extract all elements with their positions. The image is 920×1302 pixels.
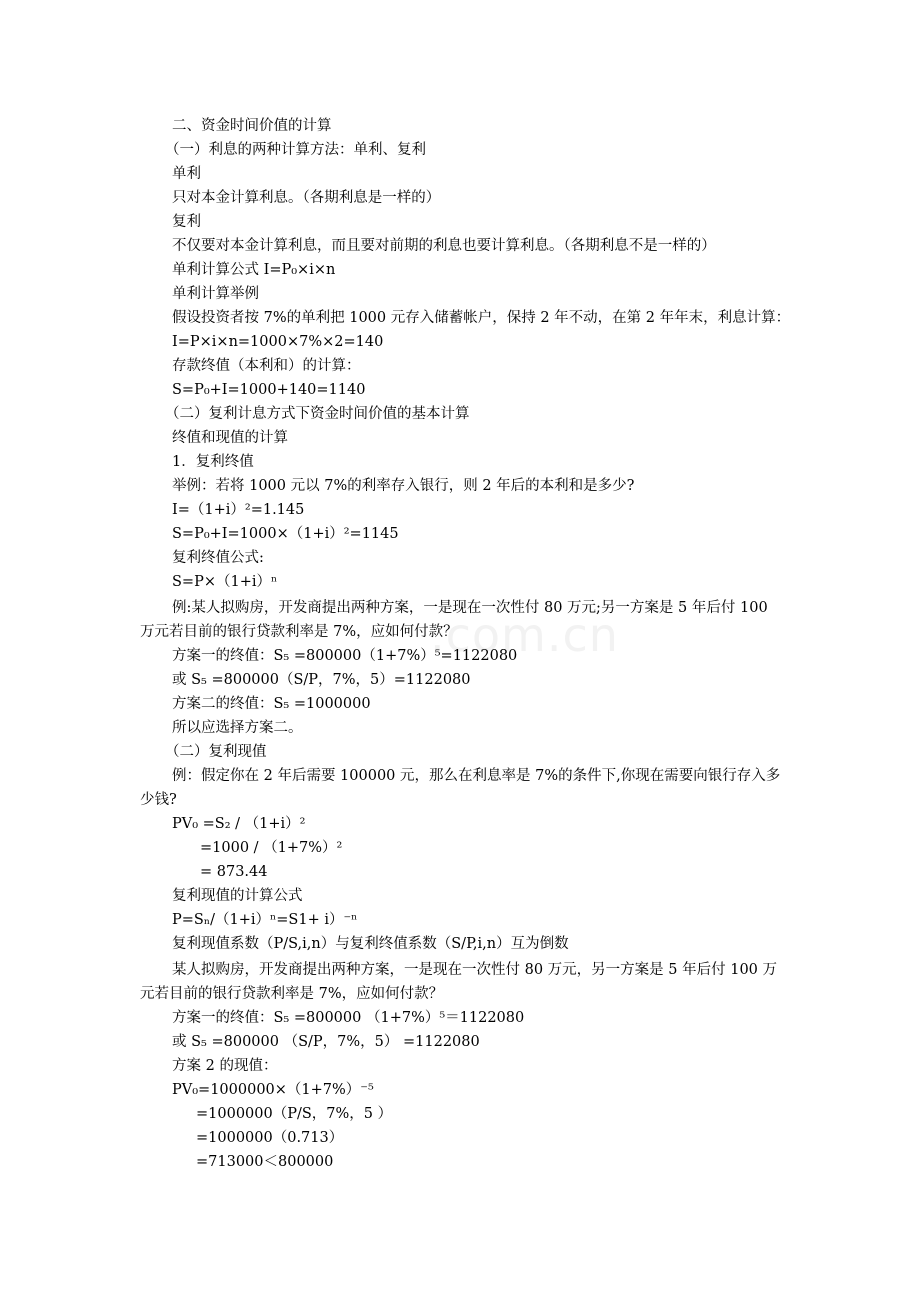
formula-line: P=Sₙ/（1+i）ⁿ=S1+ i）⁻ⁿ: [172, 912, 358, 928]
formula-line: S=P₀+I=1000+140=1140: [172, 382, 366, 398]
subsection-heading: （一）利息的两种计算方法：单利、复利: [165, 142, 426, 158]
text-line: 只对本金计算利息。（各期利息是一样的）: [172, 190, 441, 206]
text-line: 单利计算举例: [172, 286, 259, 302]
text-line: 终值和现值的计算: [172, 430, 288, 446]
formula-line: I=（1+i）²=1.145: [172, 502, 305, 518]
text-line: 方案 2 的现值：: [172, 1058, 278, 1074]
formula-line: 方案二的终值：S₅ =1000000: [172, 696, 371, 712]
text-line: 某人拟购房，开发商提出两种方案，一是现在一次性付 80 万元，另一方案是 5 年后付 100 万: [172, 962, 778, 978]
subsection-heading: （二）复利现值: [165, 744, 267, 760]
text-line: 假设投资者按 7%的单利把 1000 元存入储蓄帐户，保持 2 年不动，在第 2 年年末，利息计算：: [172, 310, 791, 326]
formula-line: = 873.44: [200, 864, 268, 880]
formula-line: 或 S₅ =800000 （S/P，7%，5） =1122080: [172, 1034, 480, 1050]
text-line: 元若目前的银行贷款利率是 7%，应如何付款？: [140, 986, 444, 1002]
formula-line: =713000＜800000: [196, 1154, 334, 1170]
text-line: 1．复利终值: [172, 454, 254, 470]
text-line: 复利终值公式:: [172, 550, 264, 566]
text-line: 存款终值（本利和）的计算：: [172, 358, 361, 374]
text-line: 不仅要对本金计算利息，而且要对前期的利息也要计算利息。（各期利息不是一样的）: [172, 238, 716, 254]
text-line: 复利现值的计算公式: [172, 888, 303, 904]
text-line: 少钱?: [140, 792, 177, 808]
text-line: 复利现值系数（P/S,i,n）与复利终值系数（S/P,i,n）互为倒数: [172, 936, 569, 952]
formula-line: =1000000（0.713）: [196, 1130, 344, 1146]
text-line: 单利: [172, 166, 201, 182]
formula-line: 或 S₅ =800000（S/P，7%，5）=1122080: [172, 672, 471, 688]
text-line: 例:某人拟购房，开发商提出两种方案，一是现在一次性付 80 万元;另一方案是 5 年后付 100: [172, 600, 768, 616]
formula-line: 方案一的终值：S₅ =800000（1+7%）⁵=1122080: [172, 648, 518, 664]
formula-line: 单利计算公式 I=P₀×i×n: [172, 262, 336, 278]
subsection-heading: （二）复利计息方式下资金时间价值的基本计算: [165, 406, 470, 422]
formula-line: PV₀ =S₂ / （1+i）²: [172, 816, 306, 832]
formula-line: PV₀=1000000×（1+7%）⁻⁵: [172, 1082, 374, 1098]
formula-line: =1000 / （1+7%）²: [200, 840, 343, 856]
formula-line: S=P₀+I=1000×（1+i）²=1145: [172, 526, 399, 542]
text-line: 复利: [172, 214, 201, 230]
watermark: .com.cn: [430, 608, 619, 662]
formula-line: S=P×（1+i）ⁿ: [172, 574, 278, 590]
formula-line: =1000000（P/S，7%，5 ）: [196, 1106, 393, 1122]
text-line: 所以应选择方案二。: [172, 720, 303, 736]
text-line: 例：假定你在 2 年后需要 100000 元，那么在利息率是 7%的条件下,你现在需要向银行存入多: [172, 768, 781, 784]
section-heading: 二、资金时间价值的计算: [172, 118, 332, 134]
text-line: 万元若目前的银行贷款利率是 7%，应如何付款？: [140, 624, 458, 640]
formula-line: I=P×i×n=1000×7%×2=140: [172, 334, 384, 350]
text-line: 举例：若将 1000 元以 7%的利率存入银行，则 2 年后的本利和是多少?: [172, 478, 635, 494]
formula-line: 方案一的终值：S₅ =800000 （1+7%）⁵＝1122080: [172, 1010, 525, 1026]
